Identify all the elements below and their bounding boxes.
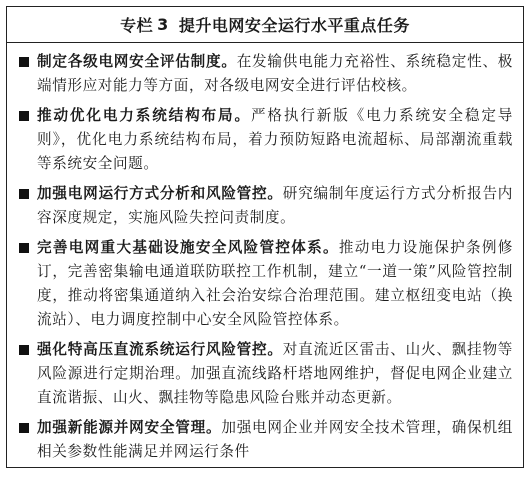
task-body: 严格执行新版《电力系统安全稳定导则》，优化电力系统结构布局，着力预防短路电流超标、局部潮流重载等系统安全问题。 [37, 107, 513, 172]
task-body: 对直流近区雷击、山火、飘挂物等风险源进行定期治理。加强直流线路杆塔地网维护，督促电网企业建立直流谐振、山火、飘挂物等隐患风险台账并动态更新。 [37, 341, 513, 406]
box-header [7, 7, 523, 43]
task-body: 推动电力设施保护条例修订，完善密集输电通道联防联控工作机制，建立“一道一策”风险管控制度，推动将密集通道纳入社会治安综合治理范围。建立枢纽变电站（换流站）、电力调度控制中心安全风险管控体系。 [37, 239, 513, 328]
square-bullet-icon [19, 243, 29, 253]
square-bullet-icon [19, 189, 29, 199]
task-lead: 强化特高压直流系统运行风险管控。 [37, 341, 283, 358]
task-lead: 完善电网重大基础设施安全风险管控体系。 [37, 239, 339, 256]
task-body: 研究编制年度运行方式分析报告内容深度规定，实施风险失控问责制度。 [37, 185, 513, 226]
task-lead: 制定各级电网安全评估制度。 [37, 53, 237, 70]
header-number: 3 [157, 15, 169, 34]
task-list [7, 43, 523, 464]
header-title: 提升电网安全运行水平重点任务 [178, 16, 410, 35]
task-item [19, 50, 513, 98]
task-item [19, 338, 513, 410]
feature-box [6, 6, 524, 468]
task-text [37, 236, 513, 332]
task-body: 加强电网企业并网安全技术管理，确保机组相关参数性能满足并网运行条件 [37, 419, 514, 460]
task-text [37, 104, 513, 176]
task-text [37, 338, 513, 410]
square-bullet-icon [19, 423, 29, 433]
task-text [37, 416, 513, 464]
task-item [19, 104, 513, 176]
square-bullet-icon [19, 111, 29, 121]
task-item [19, 236, 513, 332]
task-lead: 加强电网运行方式分析和风险管控。 [37, 185, 283, 202]
header-prefix: 专栏 [120, 16, 154, 35]
task-text [37, 182, 513, 230]
task-item [19, 182, 513, 230]
task-item [19, 416, 513, 464]
task-lead: 加强新能源并网安全管理。 [37, 419, 222, 436]
square-bullet-icon [19, 345, 29, 355]
task-body: 在发输供电能力充裕性、系统稳定性、极端情形应对能力等方面，对各级电网安全进行评估校核。 [37, 53, 513, 94]
task-text [37, 50, 513, 98]
task-lead: 推动优化电力系统结构布局。 [37, 107, 251, 124]
square-bullet-icon [19, 57, 29, 67]
